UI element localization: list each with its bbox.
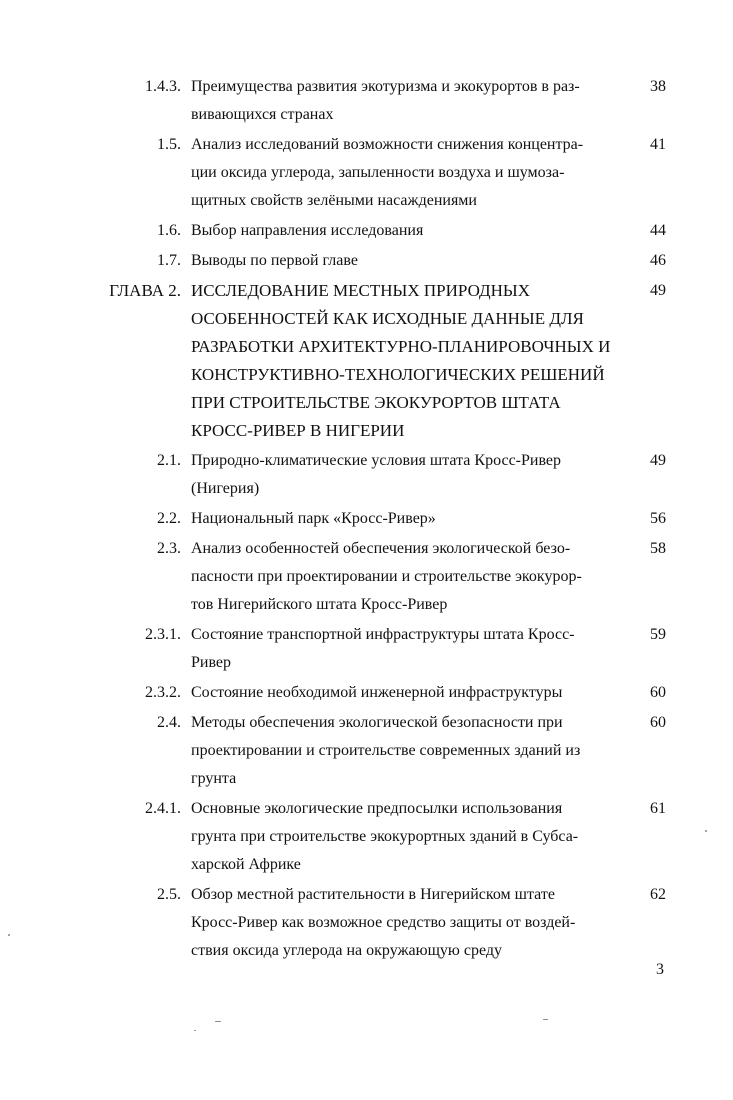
toc-entry-title-line: харской Африке (191, 856, 301, 873)
toc-entry-page: 49 (650, 452, 666, 469)
toc-entry-number: 1.5. (157, 136, 181, 153)
toc-entry-page: 49 (650, 282, 666, 299)
toc-entry-title (191, 795, 606, 879)
toc-entry-title (191, 621, 606, 677)
toc-entry (0, 621, 733, 677)
toc-entry-page: 41 (650, 136, 666, 153)
toc-entry (0, 535, 733, 619)
toc-entry-number: 2.3.1. (145, 626, 181, 643)
toc-entry-number: 2.1. (157, 452, 181, 469)
toc-entry-title (191, 73, 606, 129)
toc-entry-title-line: Выводы по первой главе (191, 252, 358, 269)
toc-entry-title-line: Состояние необходимой инженерной инфраструктуры (191, 684, 563, 701)
toc-entry-number: 2.4. (157, 714, 181, 731)
toc-entry-number: 2.4.1. (145, 800, 181, 817)
toc-entry-title-line: РАЗРАБОТКИ АРХИТЕКТУРНО-ПЛАНИРОВОЧНЫХ И (191, 337, 611, 356)
toc-entry-title-line: Ривер (191, 654, 232, 671)
toc-entry-title-line: ции оксида углерода, запыленности воздуха и шумоза- (191, 164, 565, 181)
toc-entry-page: 38 (650, 78, 666, 95)
toc-entry-title (191, 881, 606, 965)
toc-entry-title-line: ИССЛЕДОВАНИЕ МЕСТНЫХ ПРИРОДНЫХ (191, 281, 530, 300)
toc-entry-title-line: Национальный парк «Кросс-Ривер» (191, 510, 436, 527)
toc-entry-title-line: Анализ особенностей обеспечения экологической безо- (191, 540, 571, 557)
scan-speck (543, 1019, 548, 1020)
toc-entry-title-line: пасности при проектировании и строительстве экокурор- (191, 568, 582, 585)
toc-entry-number: 2.2. (157, 510, 181, 527)
toc-entry-title-line: ПРИ СТРОИТЕЛЬСТВЕ ЭКОКУРОРТОВ ШТАТА (191, 393, 561, 412)
scan-speck (215, 1021, 221, 1022)
toc-entry (0, 217, 733, 245)
toc-entry-title-line: Выбор направления исследования (191, 222, 424, 239)
toc-entry-title-line: вивающихся странах (191, 106, 334, 123)
toc-entry-page: 61 (650, 800, 666, 817)
toc-entry-title-line: Состояние транспортной инфраструктуры штата Кросс- (191, 626, 575, 643)
toc-entry-page: 60 (650, 684, 666, 701)
toc-entry-title (191, 709, 606, 793)
toc-entry (0, 679, 733, 707)
toc-entry (0, 131, 733, 215)
toc-entry-title (191, 505, 606, 533)
toc-entry-number: ГЛАВА 2. (109, 281, 181, 300)
toc-entry-title (191, 247, 606, 275)
toc-entry-title (191, 217, 606, 245)
toc-entry-page: 56 (650, 510, 666, 527)
toc-entry-page: 60 (650, 714, 666, 731)
toc-entry-title-line: Анализ исследований возможности снижения концентра- (191, 136, 584, 153)
toc-entry-title-line: щитных свойств зелёными насаждениями (191, 192, 477, 209)
scan-speck (705, 830, 707, 832)
toc-entry-number: 1.6. (157, 222, 181, 239)
toc-entry-page: 59 (650, 626, 666, 643)
toc-entry-number: 2.5. (157, 886, 181, 903)
toc-entry-page: 62 (650, 886, 666, 903)
toc-entry (0, 709, 733, 793)
toc-entry-number: 1.4.3. (145, 78, 181, 95)
toc-entry-number: 2.3.2. (145, 684, 181, 701)
toc-entry-page: 58 (650, 540, 666, 557)
toc-entry-title (191, 535, 606, 619)
toc-chapter-entry (0, 277, 733, 445)
toc-entry-title-line: Методы обеспечения экологической безопасности при (191, 714, 563, 731)
toc-entry-page: 44 (650, 222, 666, 239)
toc-entry-title (191, 131, 606, 215)
toc-entry-title-line: грунта (191, 770, 237, 787)
toc-entry-title-line: Обзор местной растительности в Нигерийском штате (191, 886, 555, 903)
toc-entry-title (191, 277, 611, 445)
toc-entry-title-line: КОНСТРУКТИВНО-ТЕХНОЛОГИЧЕСКИХ РЕШЕНИЙ (191, 365, 605, 384)
toc-entry-title-line: (Нигерия) (191, 480, 260, 497)
toc-entry-title-line: проектировании и строительстве современных зданий из (191, 742, 581, 759)
toc-entry-title-line: Природно-климатические условия штата Кросс-Ривер (191, 452, 562, 469)
toc-entry (0, 505, 733, 533)
toc-entry (0, 447, 733, 503)
toc-entry-title-line: ствия оксида углерода на окружающую среду (191, 942, 502, 959)
toc-entry-page: 46 (650, 252, 666, 269)
toc-entry-number: 2.3. (157, 540, 181, 557)
toc-entry-title-line: Основные экологические предпосылки использования (191, 800, 563, 817)
toc-entry-title-line: тов Нигерийского штата Кросс-Ривер (191, 596, 448, 613)
toc-entry (0, 881, 733, 965)
toc-entry-title-line: ОСОБЕННОСТЕЙ КАК ИСХОДНЫЕ ДАННЫЕ ДЛЯ (191, 309, 584, 328)
toc-entry-title (191, 679, 606, 707)
toc-entry-title-line: Преимущества развития экотуризма и экокурортов в раз- (191, 78, 580, 95)
toc-entry-number: 1.7. (157, 252, 181, 269)
toc-entry (0, 73, 733, 129)
scan-speck (8, 934, 10, 936)
toc-entry-title-line: КРОСС-РИВЕР В НИГЕРИИ (191, 421, 405, 440)
toc-entry-title-line: Кросс-Ривер как возможное средство защиты от воздей- (191, 914, 576, 931)
toc-entry (0, 247, 733, 275)
toc-entry-title-line: грунта при строительстве экокурортных зданий в Субса- (191, 828, 579, 845)
table-of-contents (0, 73, 733, 967)
page-number: 3 (656, 961, 664, 978)
toc-entry (0, 795, 733, 879)
scan-speck (194, 1030, 196, 1031)
toc-entry-title (191, 447, 606, 503)
